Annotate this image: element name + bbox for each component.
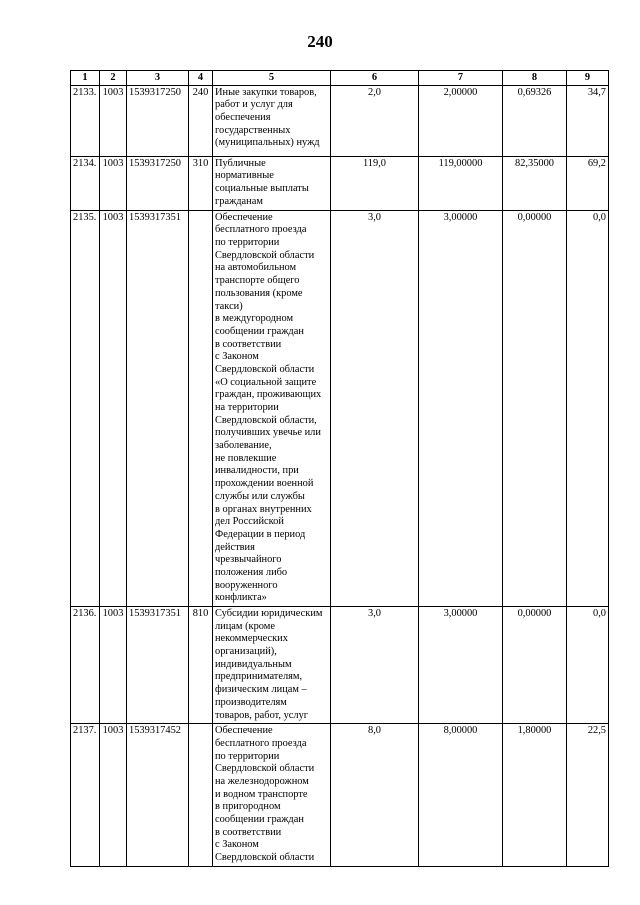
target-code: 1539317250 bbox=[127, 85, 189, 156]
section-code: 1003 bbox=[100, 724, 127, 867]
target-code: 1539317351 bbox=[127, 210, 189, 606]
expense-type-code: 240 bbox=[189, 85, 213, 156]
table-row bbox=[71, 724, 609, 867]
expense-type-code: 810 bbox=[189, 607, 213, 724]
value-col-9: 22,5 bbox=[567, 724, 609, 867]
value-col-6: 3,0 bbox=[331, 607, 419, 724]
expense-type-code bbox=[189, 724, 213, 867]
target-code: 1539317250 bbox=[127, 156, 189, 210]
item-name: Обеспечение бесплатного проезда по территории Свердловской области на автомобильном транспорте общего пользования (кроме такси) в междугородном сообщении граждан в соответствии с Законом Свердловской области «О социальной защите граждан, проживающих на территории Свердловской области, получивших увечье или заболевание, не повлекшие инвалидности, при прохождении военной службы или службы в органах внутренних дел Российской Федерации в период действия чрезвычайного положения либо вооруженного конфликта» bbox=[213, 210, 331, 606]
value-col-6: 119,0 bbox=[331, 156, 419, 210]
row-number: 2134. bbox=[71, 156, 100, 210]
row-number: 2135. bbox=[71, 210, 100, 606]
header-cell: 7 bbox=[419, 71, 503, 86]
section-code: 1003 bbox=[100, 156, 127, 210]
value-col-8: 82,35000 bbox=[503, 156, 567, 210]
section-code: 1003 bbox=[100, 210, 127, 606]
item-name: Иные закупки товаров, работ и услуг для обеспечения государственных (муниципальных) нужд bbox=[213, 85, 331, 156]
header-cell: 2 bbox=[100, 71, 127, 86]
expense-type-code bbox=[189, 210, 213, 606]
target-code: 1539317351 bbox=[127, 607, 189, 724]
value-col-7: 3,00000 bbox=[419, 607, 503, 724]
value-col-9: 0,0 bbox=[567, 210, 609, 606]
value-col-8: 0,00000 bbox=[503, 210, 567, 606]
header-cell: 5 bbox=[213, 71, 331, 86]
value-col-7: 3,00000 bbox=[419, 210, 503, 606]
row-number: 2136. bbox=[71, 607, 100, 724]
table-row bbox=[71, 156, 609, 210]
value-col-8: 0,00000 bbox=[503, 607, 567, 724]
section-code: 1003 bbox=[100, 607, 127, 724]
table-row bbox=[71, 607, 609, 724]
value-col-7: 8,00000 bbox=[419, 724, 503, 867]
value-col-8: 0,69326 bbox=[503, 85, 567, 156]
value-col-9: 0,0 bbox=[567, 607, 609, 724]
page-number: 240 bbox=[307, 32, 333, 51]
row-number: 2133. bbox=[71, 85, 100, 156]
header-cell: 6 bbox=[331, 71, 419, 86]
row-number: 2137. bbox=[71, 724, 100, 867]
header-cell: 4 bbox=[189, 71, 213, 86]
table-row bbox=[71, 85, 609, 156]
value-col-6: 2,0 bbox=[331, 85, 419, 156]
header-row bbox=[71, 71, 609, 86]
expense-type-code: 310 bbox=[189, 156, 213, 210]
value-col-6: 8,0 bbox=[331, 724, 419, 867]
value-col-9: 69,2 bbox=[567, 156, 609, 210]
header-cell: 1 bbox=[71, 71, 100, 86]
value-col-6: 3,0 bbox=[331, 210, 419, 606]
value-col-9: 34,7 bbox=[567, 85, 609, 156]
section-code: 1003 bbox=[100, 85, 127, 156]
target-code: 1539317452 bbox=[127, 724, 189, 867]
header-cell: 3 bbox=[127, 71, 189, 86]
value-col-7: 119,00000 bbox=[419, 156, 503, 210]
item-name: Обеспечение бесплатного проезда по территории Свердловской области на железнодорожном и водном транспорте в пригородном сообщении граждан в соответствии с Законом Свердловской области bbox=[213, 724, 331, 867]
header-cell: 9 bbox=[567, 71, 609, 86]
value-col-8: 1,80000 bbox=[503, 724, 567, 867]
budget-table bbox=[70, 70, 609, 867]
header-cell: 8 bbox=[503, 71, 567, 86]
value-col-7: 2,00000 bbox=[419, 85, 503, 156]
item-name: Субсидии юридическим лицам (кроме некоммерческих организаций), индивидуальным предпринимателям, физическим лицам – производителям товаров, работ, услуг bbox=[213, 607, 331, 724]
table-row bbox=[71, 210, 609, 606]
item-name: Публичные нормативные социальные выплаты гражданам bbox=[213, 156, 331, 210]
